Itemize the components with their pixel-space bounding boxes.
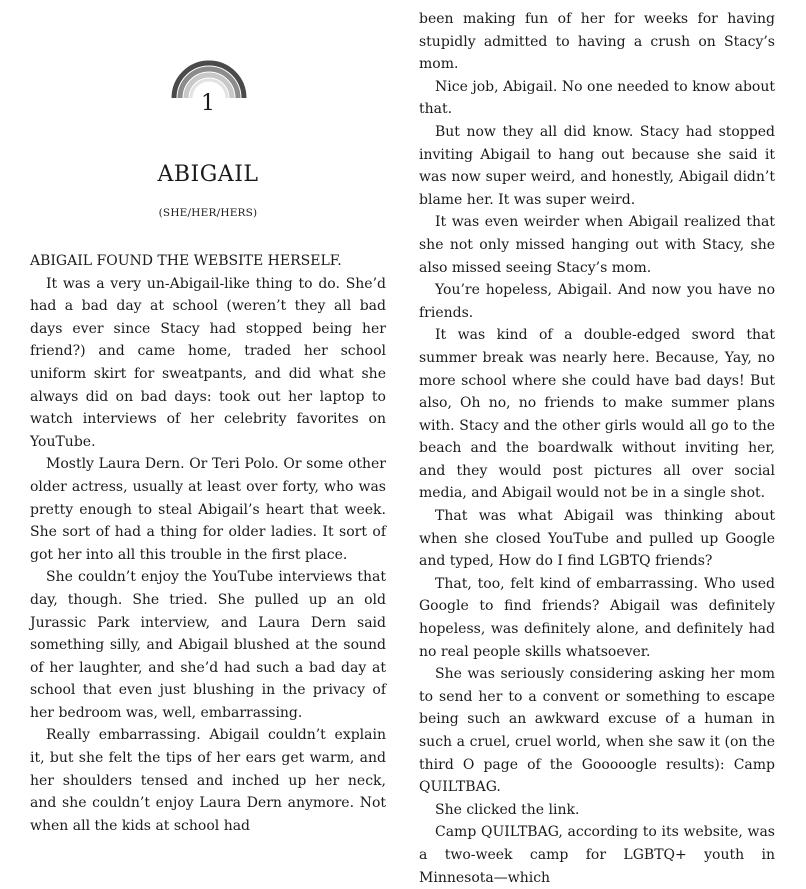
- chapter-number: 1: [201, 91, 215, 116]
- left-column-text: [30, 250, 386, 837]
- paragraph: It was a very un-Abigail-like thing to do. She’d had a bad day at school (weren’t they all bad days ever since Stacy had stopped being her friend?) and came home, traded her school uniform skirt for sweatpants, and did what she always did on bad days: took out her laptop to watch interviews of her celebrity favorites on YouTube.: [30, 275, 386, 450]
- paragraph: But now they all did know. Stacy had stopped inviting Abigail to hang out because she said it was now super weird, and honestly, Abigail didn’t blame her. It was super weird.: [419, 123, 775, 208]
- paragraph: That, too, felt kind of embarrassing. Who used Google to find friends? Abigail was definitely hopeless, was definitely alone, and definitely had no real people skills whatsoever.: [419, 575, 775, 660]
- paragraph: She clicked the link.: [435, 801, 580, 818]
- chapter-title: ABIGAIL: [157, 162, 259, 187]
- paragraph: Nice job, Abigail. No one needed to know about that.: [419, 78, 775, 118]
- paragraph: Camp QUILTBAG, according to its website, was a two-week camp for LGBTQ+ youth in Minnesota—which: [419, 824, 775, 886]
- paragraph: It was even weirder when Abigail realized that she not only missed hanging out with Stacy, she also missed seeing Stacy’s mom.: [419, 214, 775, 276]
- chapter-pronouns: (SHE/HER/HERS): [158, 207, 258, 219]
- paragraph: been making fun of her for weeks for having stupidly admitted to having a crush on Stacy’s mom.: [419, 11, 775, 73]
- paragraph: You’re hopeless, Abigail. And now you have no friends.: [419, 282, 775, 321]
- paragraph: Really embarrassing. Abigail couldn’t explain it, but she felt the tips of her ears get warm, and her shoulders tensed and inched up her neck, and she couldn’t enjoy Laura Dern anymore. Not when all the kids at school had: [30, 727, 386, 834]
- paragraph: Mostly Laura Dern. Or Teri Polo. Or some other older actress, usually at least over forty, who was pretty enough to steal Abigail’s heart that week. She sort of had a thing for older ladies. It sort of got her into all this trouble in the first place.: [30, 456, 386, 563]
- paragraph: ABIGAIL FOUND THE WEBSITE HERSELF.: [30, 253, 342, 269]
- right-column-text: [419, 8, 775, 889]
- paragraph: She was seriously considering asking her mom to send her to a convent or something to escape being such an awkward excuse of a human in such a cruel, cruel world, when she saw it (on the third O page of the Gooooogle results): Camp QUILTBAG.: [419, 666, 775, 796]
- paragraph: She couldn’t enjoy the YouTube interviews that day, though. She tried. She pulled up an old Jurassic Park interview, and Laura Dern said something silly, and Abigail blushed at the sound of her laughter, and she’d had such a bad day at school that even just blushing in the privacy of her bedroom was, well, embarrassing.: [30, 569, 386, 721]
- paragraph: It was kind of a double-edged sword that summer break was nearly here. Because, Yay, no more school where she could have bad days! But also, Oh no, no friends to make summer plans with. Stacy and the other girls would all go to the beach and the boardwalk without inviting her, and they would post pictures all over social media, and Abigail would not be in a single shot.: [419, 327, 775, 502]
- paragraph: That was what Abigail was thinking about when she closed YouTube and pulled up Google and typed, How do I find LGBTQ friends?: [419, 508, 775, 570]
